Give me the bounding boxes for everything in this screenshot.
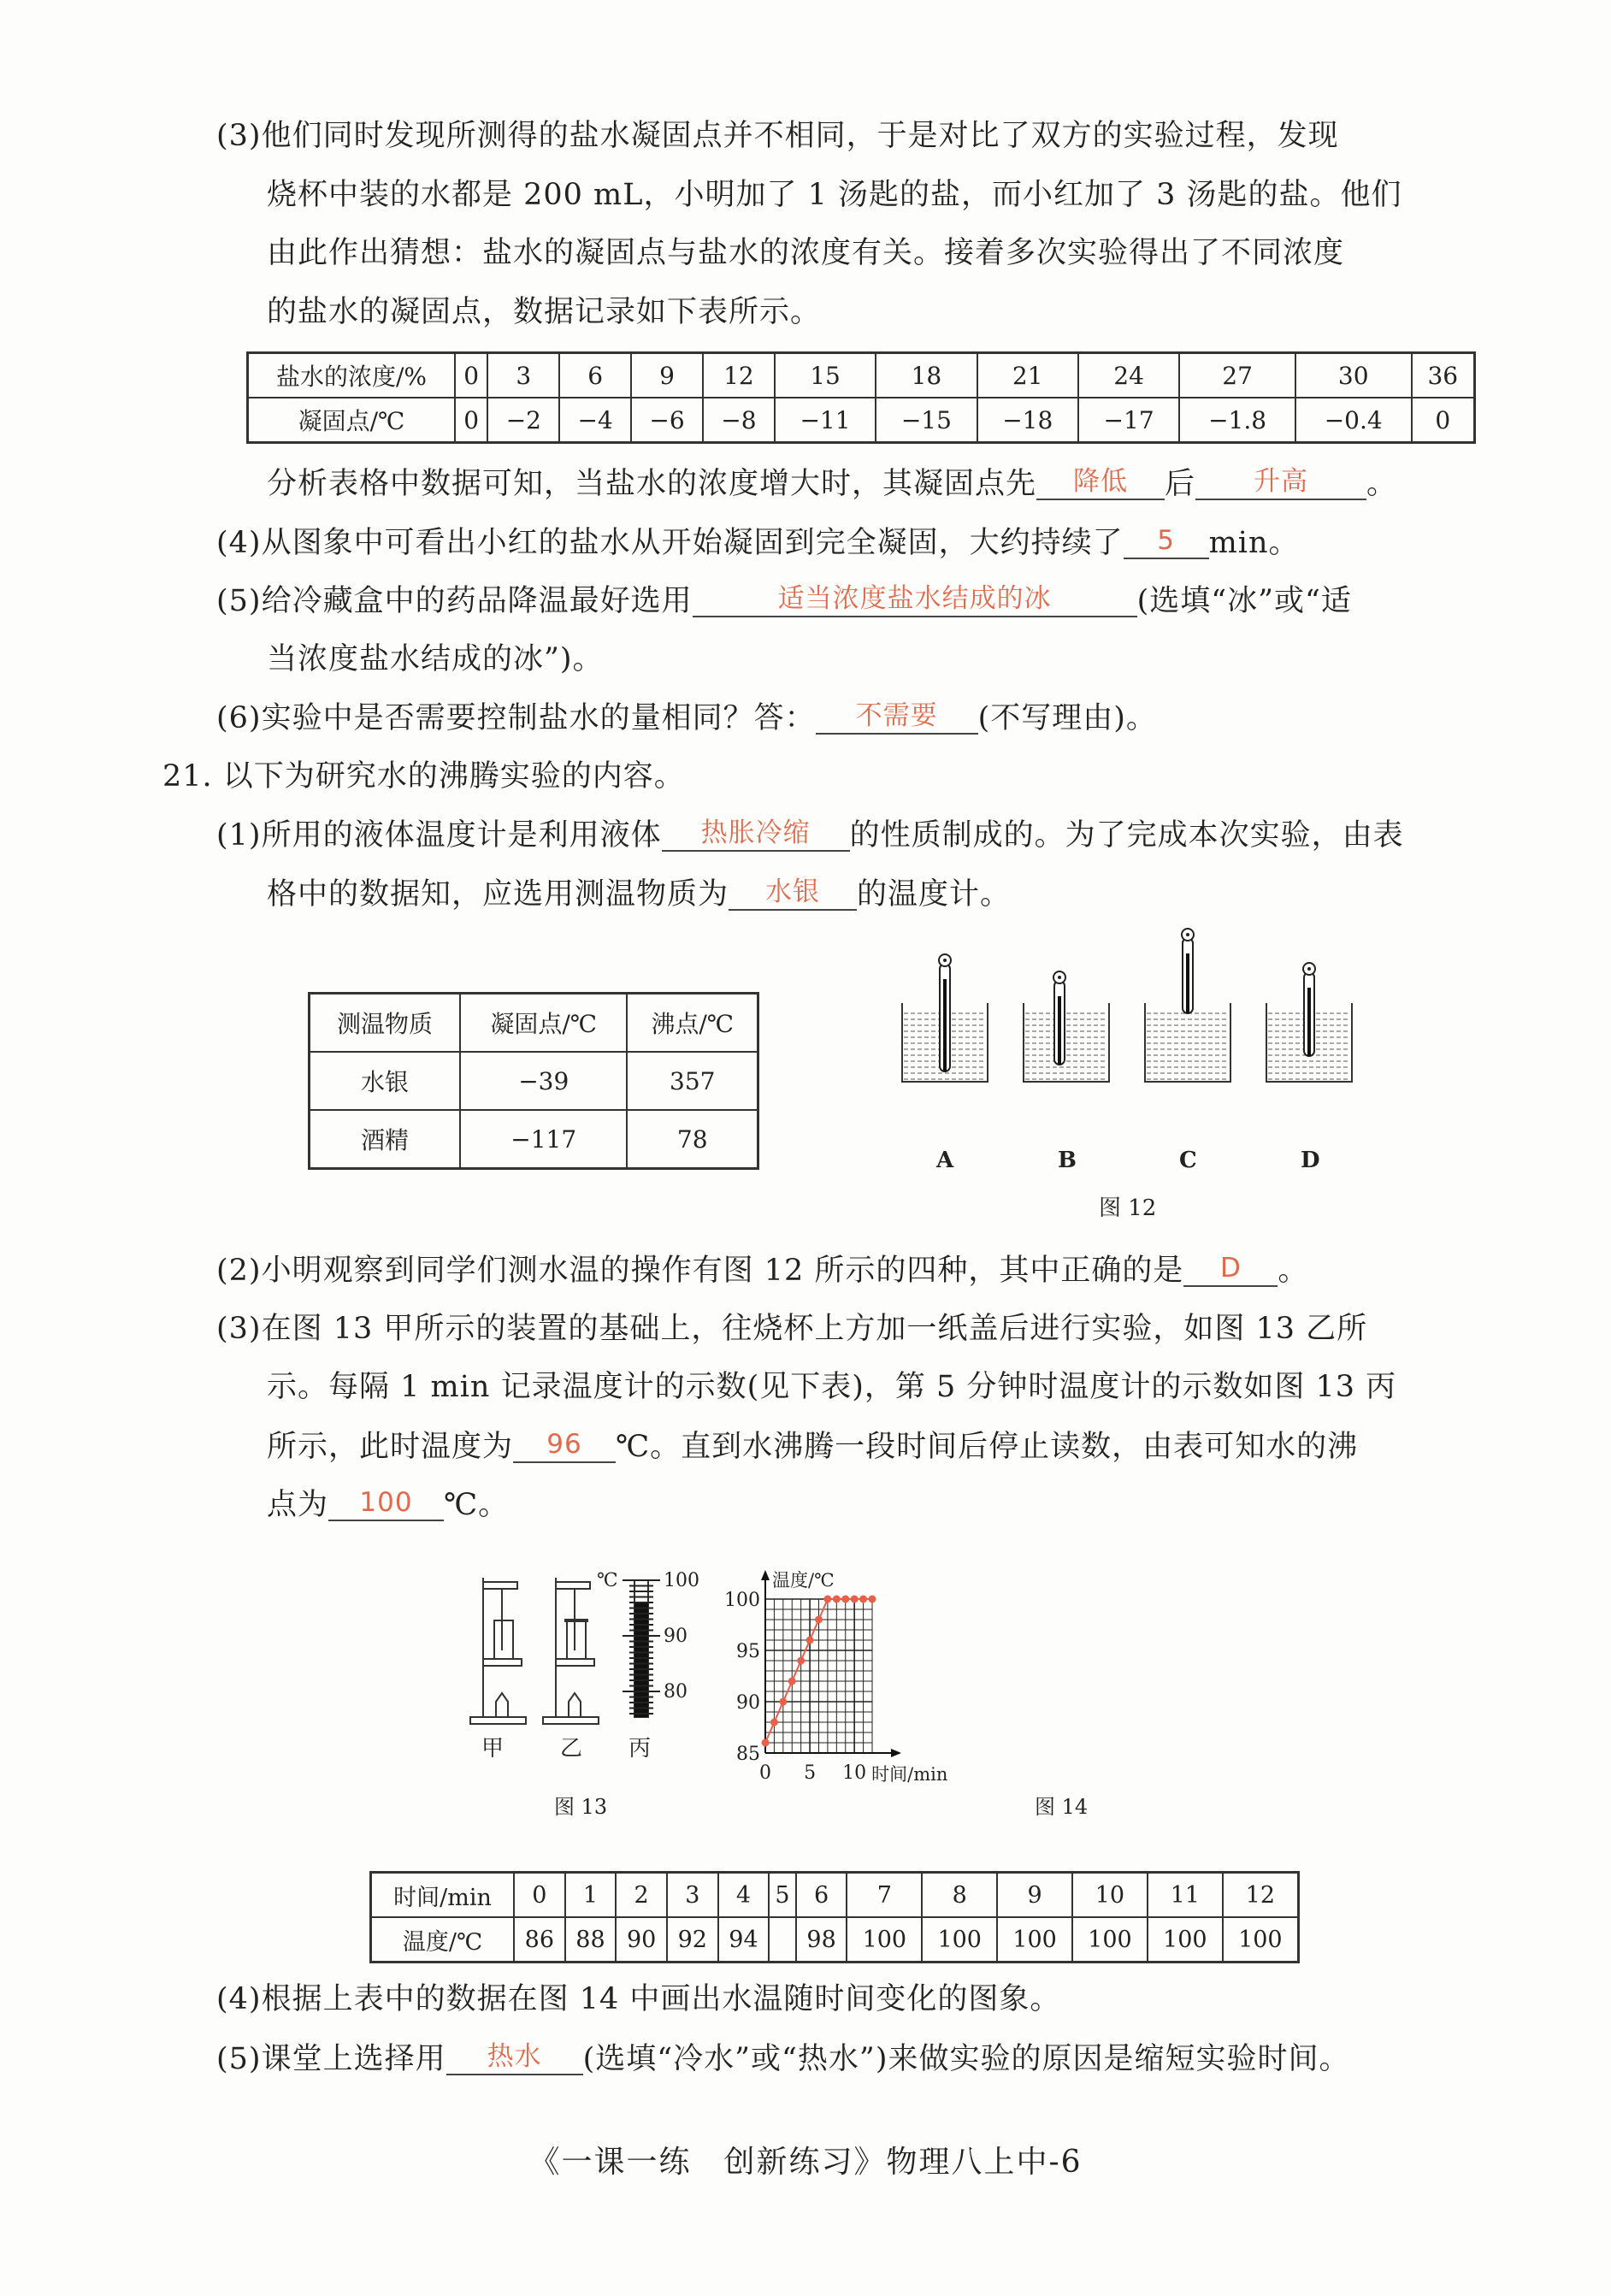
figure-13-caption: 图 13 bbox=[554, 1795, 608, 1819]
table-cell: −117 bbox=[460, 1110, 627, 1169]
table-cell: 3 bbox=[667, 1873, 718, 1918]
beaker-D bbox=[1266, 963, 1352, 1082]
beaker-label: C bbox=[1179, 1148, 1197, 1173]
text: ℃。直到水沸腾一段时间后停止读数，由表可知水的沸 bbox=[616, 1430, 1359, 1464]
text: (不写理由)。 bbox=[977, 701, 1157, 735]
table-cell: 86 bbox=[514, 1917, 565, 1963]
answer-blank: 热水 bbox=[446, 2039, 583, 2075]
data-point bbox=[788, 1678, 796, 1685]
thermo-unit: ℃ bbox=[597, 1570, 618, 1591]
x-axis-label: 时间/min bbox=[871, 1764, 948, 1785]
q21-5-line bbox=[216, 2039, 1349, 2078]
q3-line-1: (3)他们同时发现所测得的盐水凝固点并不相同，于是对比了双方的实验过程，发现 bbox=[216, 119, 1339, 153]
thermo-tick-label: 100 bbox=[664, 1570, 699, 1591]
beaker-label: B bbox=[1058, 1148, 1077, 1173]
table-header: 盐水的浓度/% bbox=[248, 353, 456, 398]
label-yi: 乙 bbox=[560, 1736, 583, 1762]
y-axis-label: 温度/℃ bbox=[772, 1570, 835, 1591]
table-cell: 7 bbox=[847, 1873, 922, 1918]
apparatus-yi bbox=[543, 1578, 599, 1724]
text: (5)课堂上选择用 bbox=[216, 2042, 446, 2076]
table-header: 温度/℃ bbox=[371, 1917, 515, 1963]
data-point bbox=[806, 1637, 814, 1644]
text: 的温度计。 bbox=[857, 877, 1012, 912]
text: 所示，此时温度为 bbox=[267, 1430, 514, 1464]
table-cell: 100 bbox=[1148, 1917, 1223, 1963]
table-cell: 98 bbox=[796, 1917, 847, 1963]
q5-line bbox=[216, 581, 1352, 620]
time-temperature-table bbox=[369, 1871, 1300, 1963]
text: 后 bbox=[1165, 467, 1196, 501]
y-tick-label: 100 bbox=[724, 1590, 760, 1611]
text: 的性质制成的。为了完成本次实验，由表 bbox=[849, 818, 1404, 853]
data-point bbox=[859, 1596, 867, 1603]
q21-title: 21. 以下为研究水的沸腾实验的内容。 bbox=[162, 759, 685, 794]
table-cell: −8 bbox=[703, 398, 775, 443]
table-cell: 100 bbox=[1072, 1917, 1148, 1963]
answer-blank-2: 升高 bbox=[1195, 464, 1366, 500]
x-tick-label: 10 bbox=[842, 1762, 867, 1784]
q5-line-2: 当浓度盐水结成的冰”)。 bbox=[267, 642, 604, 676]
thermo-tick-label: 80 bbox=[664, 1681, 687, 1703]
q3-line-3: 由此作出猜想：盐水的凝固点与盐水的浓度有关。接着多次实验得出了不同浓度 bbox=[267, 236, 1345, 270]
q21-1-line-1 bbox=[216, 816, 1404, 854]
data-point bbox=[797, 1657, 805, 1665]
table-cell: 0 bbox=[1412, 398, 1475, 443]
label-jia: 甲 bbox=[481, 1736, 505, 1762]
data-point bbox=[779, 1698, 787, 1706]
table-cell: 90 bbox=[616, 1917, 667, 1963]
text: 点为 bbox=[267, 1488, 329, 1522]
answer-blank: 5 bbox=[1124, 523, 1209, 559]
q21-3-line-1: (3)在图 13 甲所示的装置的基础上，往烧杯上方加一纸盖后进行实验，如图 13 乙所 bbox=[216, 1312, 1368, 1346]
beaker-C bbox=[1145, 929, 1230, 1082]
q21-3-line-3 bbox=[267, 1427, 1358, 1466]
q3-line-4: 的盐水的凝固点，数据记录如下表所示。 bbox=[267, 295, 822, 329]
table-cell: 5 bbox=[769, 1873, 795, 1918]
data-point bbox=[770, 1719, 778, 1726]
table-cell: 94 bbox=[718, 1917, 770, 1963]
table-cell: 8 bbox=[922, 1873, 997, 1918]
text: (1)所用的液体温度计是利用液体 bbox=[216, 818, 662, 853]
table-cell: 2 bbox=[616, 1873, 667, 1918]
x-tick-label: 0 bbox=[759, 1762, 771, 1784]
y-tick-label: 95 bbox=[736, 1641, 760, 1662]
answer-blank: 热胀冷缩 bbox=[662, 816, 850, 852]
table-cell: 27 bbox=[1179, 353, 1295, 398]
data-point bbox=[869, 1596, 876, 1603]
table-cell: 水银 bbox=[310, 1052, 461, 1110]
salt-freezing-table bbox=[246, 351, 1476, 444]
data-point bbox=[841, 1596, 849, 1603]
text: ℃。 bbox=[444, 1488, 510, 1522]
text: 分析表格中数据可知，当盐水的浓度增大时，其凝固点先 bbox=[267, 467, 1037, 501]
table-cell: 0 bbox=[514, 1873, 565, 1918]
beaker-label: D bbox=[1301, 1148, 1320, 1173]
q21-3-line-2: 示。每隔 1 min 记录温度计的示数(见下表)，第 5 分钟时温度计的示数如图 13 丙 bbox=[267, 1370, 1397, 1404]
table-cell: 92 bbox=[667, 1917, 718, 1963]
table-cell: −0.4 bbox=[1295, 398, 1412, 443]
figure-12-caption: 图 12 bbox=[1099, 1195, 1157, 1221]
figure-14-chart bbox=[724, 1569, 1018, 1791]
table-cell: 10 bbox=[1072, 1873, 1148, 1918]
table-cell: 15 bbox=[775, 353, 876, 398]
table-cell: −17 bbox=[1078, 398, 1179, 443]
table-cell: 100 bbox=[922, 1917, 997, 1963]
table-cell: 0 bbox=[455, 353, 487, 398]
table-header: 凝固点/℃ bbox=[460, 994, 627, 1053]
table-cell: 36 bbox=[1412, 353, 1475, 398]
text: (5)给冷藏盒中的药品降温最好选用 bbox=[216, 584, 693, 618]
text: (选填“冷水”或“热水”)来做实验的原因是缩短实验时间。 bbox=[582, 2042, 1350, 2076]
table-header: 凝固点/℃ bbox=[248, 398, 456, 443]
table-cell: 357 bbox=[627, 1052, 758, 1110]
x-axis-arrow bbox=[891, 1749, 901, 1757]
text: 格中的数据知，应选用测温物质为 bbox=[267, 877, 729, 912]
data-point bbox=[762, 1739, 770, 1747]
q21-3-line-4 bbox=[267, 1485, 509, 1524]
table-cell: 100 bbox=[997, 1917, 1072, 1963]
table-cell: 1 bbox=[565, 1873, 617, 1918]
data-point bbox=[851, 1596, 859, 1603]
x-tick-label: 5 bbox=[804, 1762, 817, 1784]
y-tick-label: 85 bbox=[736, 1744, 760, 1765]
q21-4-line: (4)根据上表中的数据在图 14 中画出水温随时间变化的图象。 bbox=[216, 1982, 1061, 2016]
answer-blank: 100 bbox=[328, 1485, 444, 1521]
text: (选填“冰”或“适 bbox=[1136, 584, 1352, 618]
table-header: 沸点/℃ bbox=[627, 994, 758, 1053]
table-cell: 12 bbox=[703, 353, 775, 398]
table-cell: −11 bbox=[775, 398, 876, 443]
y-axis-arrow bbox=[761, 1570, 770, 1580]
y-tick-label: 90 bbox=[736, 1692, 760, 1714]
text: 。 bbox=[1278, 1254, 1309, 1288]
q4-line bbox=[216, 523, 1300, 562]
table-header: 时间/min bbox=[371, 1873, 515, 1918]
text: (6)实验中是否需要控制盐水的量相同？答： bbox=[216, 701, 816, 735]
table-cell: −1.8 bbox=[1179, 398, 1295, 443]
q21-1-line-2 bbox=[267, 875, 1011, 913]
table-cell: 12 bbox=[1223, 1873, 1299, 1918]
table-cell: 4 bbox=[718, 1873, 770, 1918]
table-cell: 6 bbox=[796, 1873, 847, 1918]
table-cell: 3 bbox=[487, 353, 559, 398]
figure-14-caption: 图 14 bbox=[1035, 1795, 1089, 1819]
table-cell: 24 bbox=[1078, 353, 1179, 398]
thermometer-substance-table bbox=[308, 992, 759, 1170]
data-point bbox=[815, 1616, 823, 1624]
q21-2-line bbox=[216, 1251, 1308, 1290]
table-cell: 100 bbox=[847, 1917, 922, 1963]
thermometer-bing bbox=[623, 1580, 660, 1717]
text: min。 bbox=[1208, 526, 1300, 560]
table-cell: 30 bbox=[1295, 353, 1412, 398]
table-cell: −6 bbox=[631, 398, 703, 443]
table-cell: 18 bbox=[876, 353, 977, 398]
answer-blank: 不需要 bbox=[816, 699, 978, 735]
table-cell: 88 bbox=[565, 1917, 617, 1963]
figure-13-apparatus bbox=[466, 1573, 688, 1727]
table-cell bbox=[769, 1917, 795, 1963]
answer-blank: D bbox=[1183, 1251, 1278, 1287]
data-point bbox=[823, 1596, 831, 1603]
apparatus-jia bbox=[470, 1578, 526, 1724]
table-cell: 9 bbox=[631, 353, 703, 398]
table-cell: −2 bbox=[487, 398, 559, 443]
table-cell: 100 bbox=[1223, 1917, 1299, 1963]
q6-line bbox=[216, 699, 1157, 737]
table-cell: −18 bbox=[977, 398, 1078, 443]
thermo-tick-label: 90 bbox=[664, 1626, 687, 1647]
q3-line-2: 烧杯中装的水都是 200 mL，小明加了 1 汤匙的盐，而小红加了 3 汤匙的盐。他们 bbox=[267, 178, 1402, 212]
q3-analysis bbox=[267, 464, 1397, 503]
text: (2)小明观察到同学们测水温的操作有图 12 所示的四种，其中正确的是 bbox=[216, 1254, 1184, 1288]
data-point bbox=[833, 1596, 841, 1603]
label-bing: 丙 bbox=[628, 1736, 652, 1762]
table-cell: −15 bbox=[876, 398, 977, 443]
answer-blank-1: 降低 bbox=[1036, 464, 1165, 500]
table-cell: −39 bbox=[460, 1052, 627, 1110]
table-cell: −4 bbox=[559, 398, 631, 443]
text: (4)从图象中可看出小红的盐水从开始凝固到完全凝固，大约持续了 bbox=[216, 526, 1124, 560]
answer-blank: 96 bbox=[513, 1427, 616, 1463]
page-footer: 《一课一练 创新练习》物理八上中-6 bbox=[528, 2145, 1083, 2180]
answer-blank: 水银 bbox=[729, 875, 857, 911]
text: 。 bbox=[1366, 467, 1398, 501]
table-cell: 9 bbox=[997, 1873, 1072, 1918]
table-header: 测温物质 bbox=[310, 994, 461, 1053]
table-cell: 0 bbox=[455, 398, 487, 443]
beaker-A bbox=[902, 954, 988, 1082]
beaker-label: A bbox=[936, 1148, 954, 1173]
table-cell: 酒精 bbox=[310, 1110, 461, 1169]
figure-12-beakers bbox=[898, 928, 1342, 1184]
table-cell: 21 bbox=[977, 353, 1078, 398]
table-cell: 6 bbox=[559, 353, 631, 398]
table-cell: 11 bbox=[1148, 1873, 1223, 1918]
table-cell: 78 bbox=[627, 1110, 758, 1169]
answer-blank: 适当浓度盐水结成的冰 bbox=[693, 581, 1137, 617]
beaker-B bbox=[1024, 971, 1109, 1082]
